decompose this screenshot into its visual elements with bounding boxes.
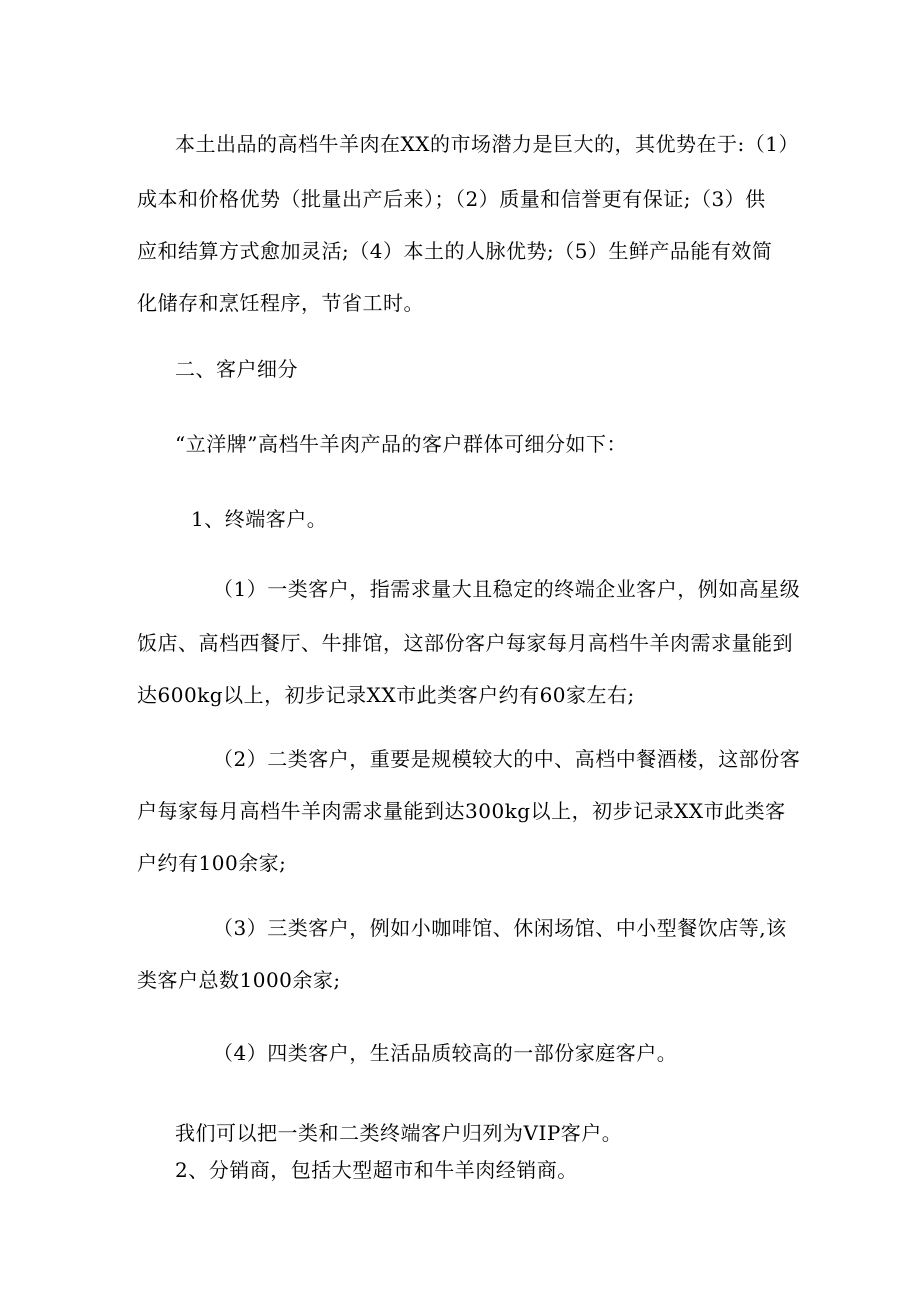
- class-three-line-1: （3）三类客户，例如小咖啡馆、休闲场馆、中小型餐饮店等,该: [213, 916, 787, 940]
- paragraph-advantages-line-3: 应和结算方式愈加灵活;（4）本土的人脉优势;（5）生鲜产品能有效简: [137, 239, 773, 263]
- segmentation-intro: “立洋牌”高档牛羊肉产品的客户群体可细分如下：: [175, 432, 627, 456]
- class-one-line-2: 饭店、高档西餐厅、牛排馆，这部份客户每家每月高档牛羊肉需求量能到: [137, 631, 793, 655]
- subheading-end-customers: 1、终端客户。: [191, 507, 328, 531]
- class-one-line-1: （1）一类客户，指需求量大且稳定的终端企业客户，例如高星级: [213, 577, 801, 601]
- paragraph-advantages-line-1: 本土出品的高档牛羊肉在XX的市场潜力是巨大的，其优势在于:（1）: [175, 132, 799, 156]
- class-two-line-3: 户约有100余家;: [137, 851, 287, 875]
- class-one-line-3: 达600kg以上，初步记录XX市此类客户约有60家左右;: [137, 683, 635, 707]
- section-heading-customer-segmentation: 二、客户细分: [175, 357, 298, 381]
- paragraph-advantages-line-4: 化储存和烹饪程序，节省工时。: [137, 291, 424, 315]
- class-three-line-2: 类客户总数1000余家;: [137, 968, 341, 992]
- class-four-line: （4）四类客户，生活品质较高的一部份家庭客户。: [213, 1041, 678, 1065]
- paragraph-advantages-line-2: 成本和价格优势（批量出产后来）；（2）质量和信誉更有保证;（3）供: [137, 187, 766, 211]
- vip-note: 我们可以把一类和二类终端客户归列为VIP客户。: [175, 1121, 623, 1145]
- class-two-line-2: 户每家每月高档牛羊肉需求量能到达300kg以上，初步记录XX市此类客: [137, 799, 786, 823]
- class-two-line-1: （2）二类客户，重要是规模较大的中、高档中餐酒楼，这部份客: [213, 747, 801, 771]
- subheading-distributors: 2、分销商，包括大型超市和牛羊肉经销商。: [175, 1158, 578, 1182]
